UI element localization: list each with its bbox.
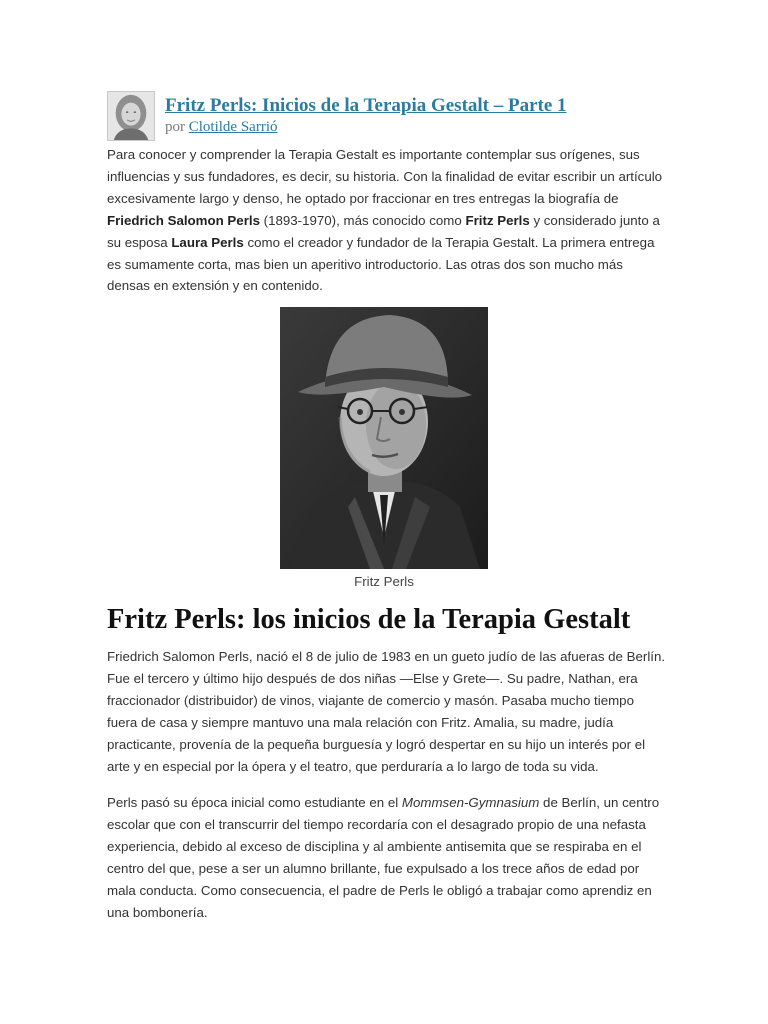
- portrait-photo-image: [280, 307, 488, 569]
- intro-text-3: y considerado junto a su esposa: [107, 212, 660, 250]
- photo-caption: Fritz Perls: [354, 574, 414, 589]
- intro-text-1: Para conocer y comprender la Terapia Gestalt es importante contemplar sus orígenes, sus influencias y sus fundadores, es decir, su historia. Con la finalidad de evitar escribir un artículo excesivamente largo y denso, he optado por fraccionar en tres entregas la biografía de: [107, 147, 663, 206]
- author-avatar[interactable]: [107, 91, 155, 141]
- intro-paragraph: [107, 144, 667, 297]
- byline-prefix: por: [165, 119, 189, 135]
- fritz-perls-photo: [280, 307, 488, 569]
- post-title-link[interactable]: Fritz Perls: Inicios de la Terapia Gestalt – Parte 1: [165, 95, 567, 116]
- bio2-text-a: Perls pasó su época inicial como estudiante en el: [107, 795, 402, 810]
- byline: [165, 119, 278, 136]
- author-link[interactable]: Clotilde Sarrió: [188, 119, 278, 135]
- biography-paragraph-1: Friedrich Salomon Perls, nació el 8 de julio de 1983 en un gueto judío de las afueras de Berlín. Fue el tercero y último hijo después de dos niñas —Else y Grete—. Su padre, Nathan, era fraccionador (distribuidor) de vinos, viajante de comercio y masón. Pasaba mucho tiempo fuera de casa y siempre mantuvo una mala relación con Fritz. Amalia, su madre, judía practicante, provenía de la pequeña burguesía y logró despertar en su hijo un interés por el arte y en especial por la ópera y el teatro, que perduraría a lo largo de toda su vida.: [107, 649, 666, 774]
- intro-bold-fritz: Fritz Perls: [465, 212, 530, 228]
- intro-bold-laura: Laura Perls: [171, 234, 244, 250]
- bio2-school-name: Mommsen-Gymnasium: [401, 795, 540, 810]
- section-heading: Fritz Perls: los inicios de la Terapia Gestalt: [107, 604, 631, 635]
- avatar-portrait-image: [108, 92, 154, 140]
- post-header: [107, 90, 667, 142]
- intro-text-4: como el creador y fundador de la Terapia Gestalt. La primera entrega es sumamente corta, mas bien un aperitivo introductorio. Las otras dos son mucho más densas en extensión y en contenido.: [107, 234, 655, 294]
- bio2-text-b: de Berlín, un centro escolar que con el transcurrir del tiempo recordaría con el desagrado propio de una nefasta experiencia, debido al exceso de disciplina y al ambiente antisemita que se respiraba en el centro del que, pese a ser un alumno brillante, fue expulsado a los trece años de edad por mala conducta. Como consecuencia, el padre de Perls le obligó a trabajar como aprendiz en una bombonería.: [107, 795, 660, 920]
- intro-text-2: (1893-1970), más conocido como: [259, 212, 466, 228]
- intro-bold-fullname: Friedrich Salomon Perls: [107, 212, 260, 228]
- biography-paragraph-2: [107, 792, 667, 923]
